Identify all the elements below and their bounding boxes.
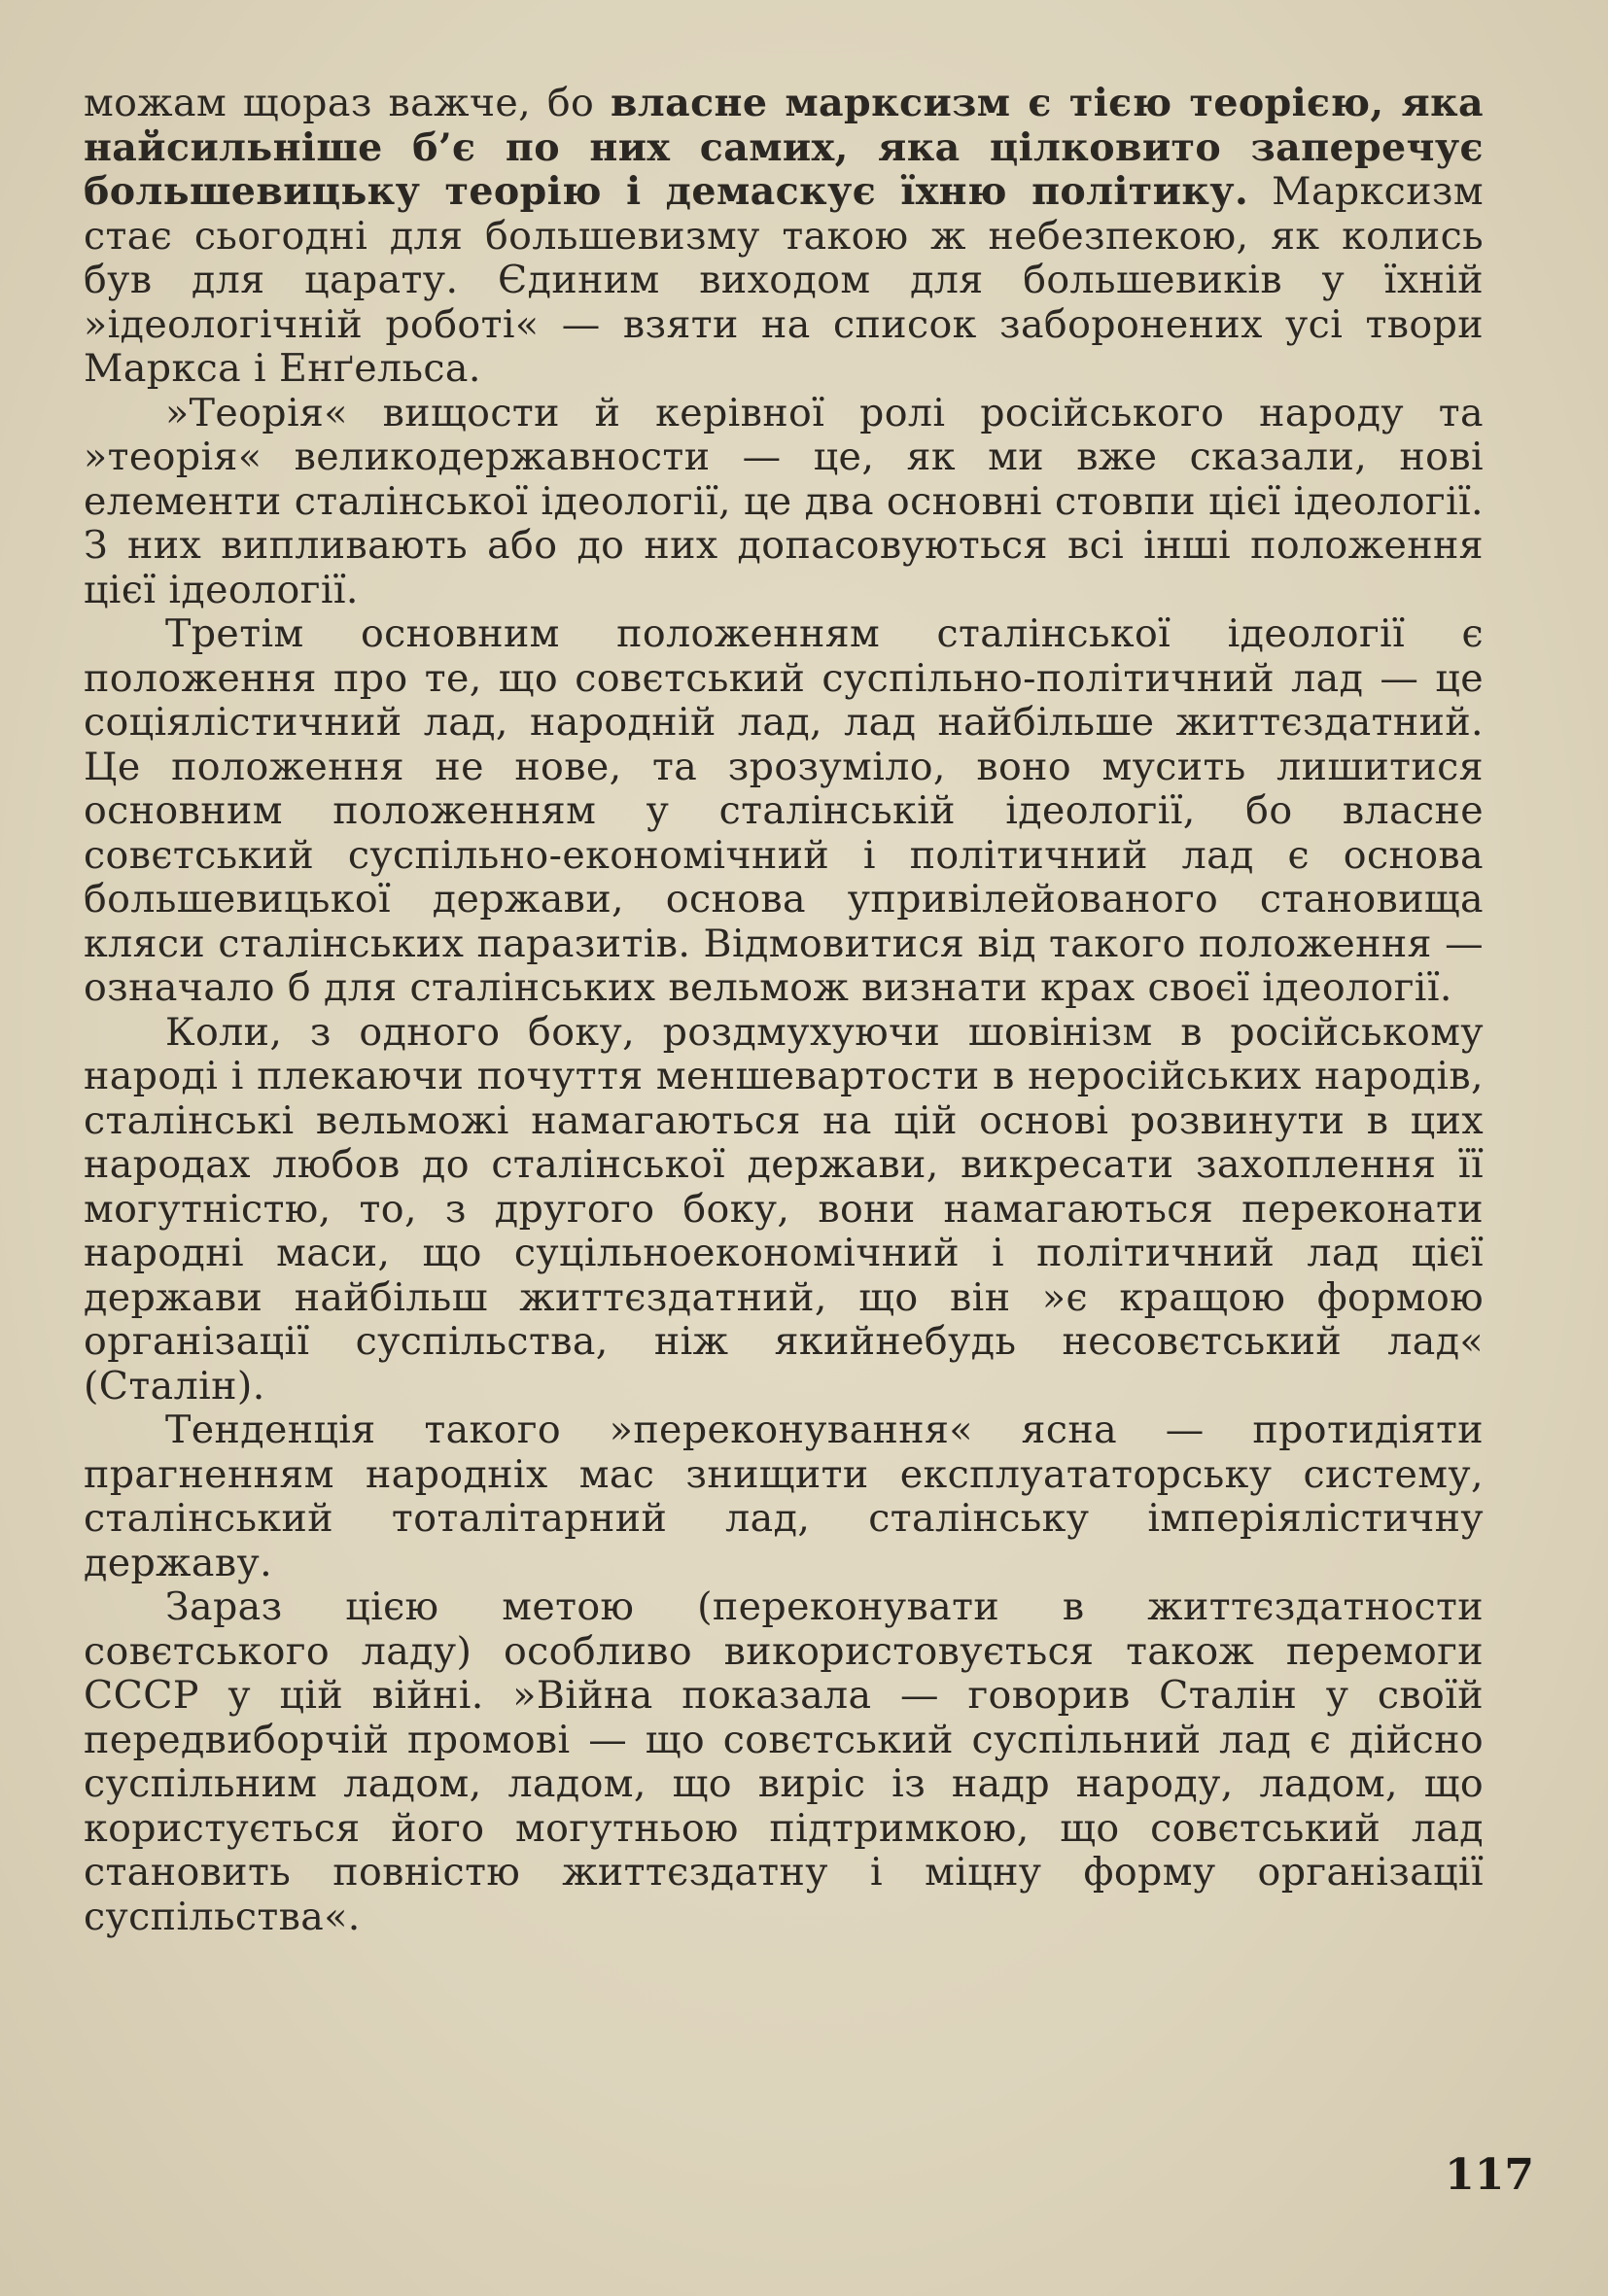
paragraph <box>84 1409 1484 1585</box>
paragraph <box>84 1011 1484 1409</box>
paragraph <box>84 612 1484 1011</box>
text-segment: Зараз цією метою (переконувати в життєздатности совєтського ладу) особливо використовується також перемоги СССР у цій війні. »Війна показала — говорив Сталін у своїй передвиборчій промові — що совєтський суспільний лад є дійсно суспільним ладом, ладом, що виріс із надр народу, ладом, що користується його могутньою підтримкою, що совєтський лад становить повністю життєздатну і міцну форму організації суспільства«. <box>84 1584 1484 1939</box>
text-segment: Тенденція такого »переконування« ясна — протидіяти прагненням народніх мас знищити експлуататорську систему, сталінський тоталітарний лад, сталінську імперіялістичну державу. <box>84 1408 1484 1585</box>
text-segment: »Теорія« вищости й керівної ролі російського народу та »теорія« великодержавности — це, як ми вже сказали, нові елементи сталінської ідеології, це два основні стовпи цієї ідеології. З них випливають або до них допасовуються всі інші положення цієї ідеології. <box>84 390 1484 612</box>
body-text <box>84 82 1484 1939</box>
text-segment: Марксизм стає сьогодні для большевизму такою ж небезпекою, як колись був для царату. Єдиним виходом для большевиків у їхній »ідеологічній роботі« — взяти на список заборонених усі твори Маркса і Енґельса. <box>84 169 1484 391</box>
text-segment: Коли, з одного боку, роздмухуючи шовінізм в російському народі і плекаючи почуття меншевартости в неросійських народів, сталінські вельможі намагаються на цій основі розвинути в цих народах любов до сталінської держави, викресати захоплення її могутністю, то, з другого боку, вони намагаються переконати народні маси, що суцільноекономічний і політичний лад цієї держави найбільш життєздатний, що він »є кращою формою організації суспільства, ніж якийнебудь несовєтський лад« (Сталін). <box>84 1009 1484 1409</box>
paragraph <box>84 1585 1484 1939</box>
paragraph <box>84 82 1484 392</box>
text-segment: Третім основним положенням сталінської ідеології є положення про те, що совєтський суспільно-політичний лад — це соціялістичний лад, народній лад, лад найбільше життєздатний. Це положення не нове, та зрозуміло, воно мусить лишитися основним положенням у сталінській ідеології, бо власне совєтський суспільно-економічний і політичний лад є основа большевицької держави, основа упривілейованого становища кляси сталінських паразитів. Відмовитися від такого положення — означало б для сталінських вельмож визнати крах своєї ідеології. <box>84 611 1484 1010</box>
bold-text-segment: власне марксизм є тією теорією, яка найсильніше б’є по них самих, яка цілковито заперечує большевицьку теорію і демаскує їхню політику. <box>84 81 1484 214</box>
text-segment: можам щораз важче, бо <box>84 81 611 125</box>
paragraph <box>84 392 1484 613</box>
page-number: 117 <box>1445 2150 1534 2200</box>
